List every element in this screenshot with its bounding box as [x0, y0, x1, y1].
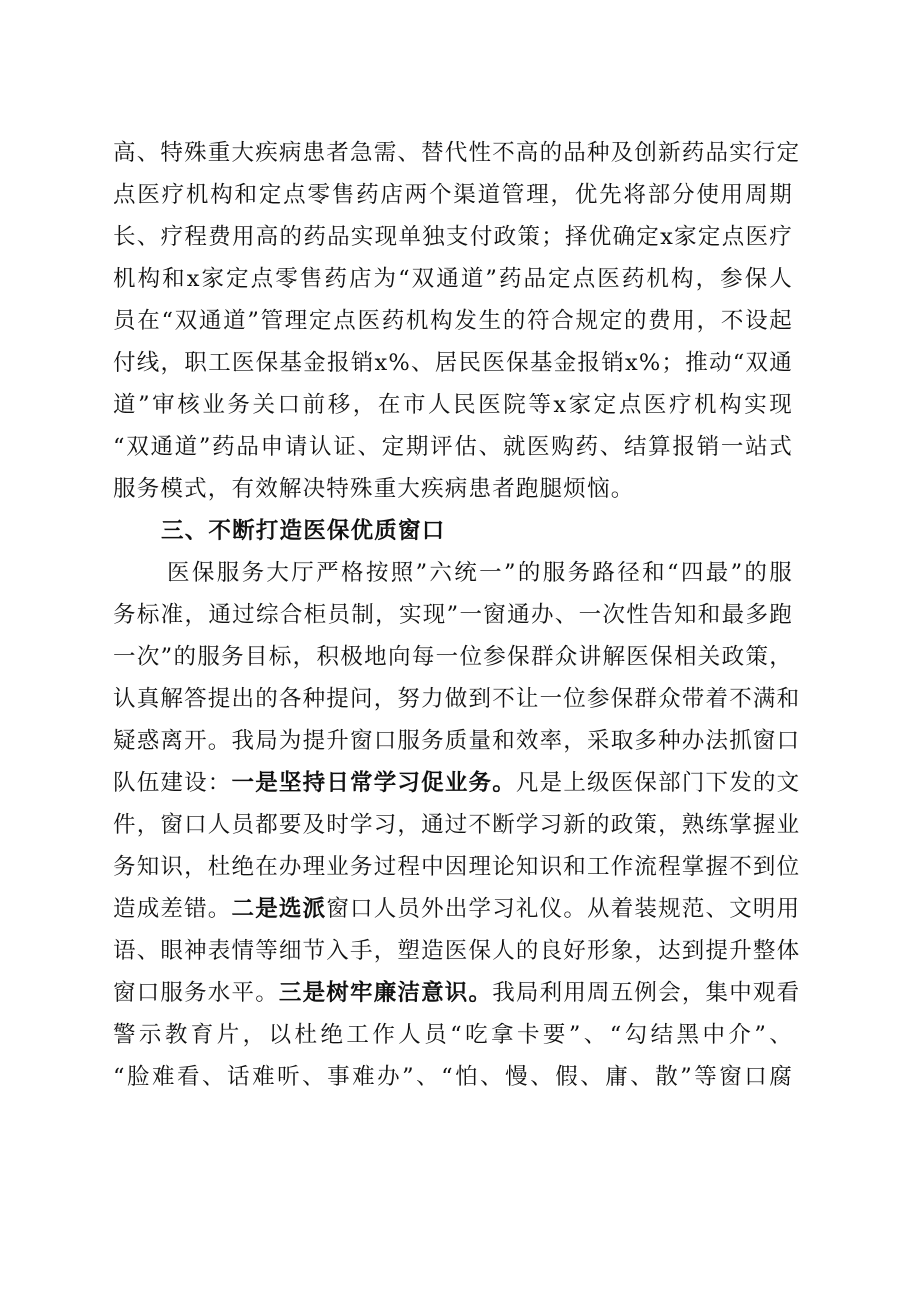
- paragraph-2-line-4: 认真解答提出的各种提问，努力做到不让一位参保群众带着不满和: [113, 686, 801, 712]
- paragraph-2-line-9: [113, 888, 801, 930]
- paragraph-2-line-13: “脸难看、话难听、事难办”、“怕、慢、假、庸、散”等窗口腐: [113, 1064, 793, 1090]
- text-run: 造成差错。: [113, 896, 232, 922]
- paragraph-1-line-8: “双通道”药品申请认证、定期评估、就医购药、结算报销一站式: [113, 434, 793, 460]
- paragraph-2-line-3: 一次”的服务目标，积极地向每一位参保群众讲解医保相关政策，: [113, 644, 793, 670]
- paragraph-2-line-1: 医保服务大厅严格按照”六统一”的服务路径和“四最”的服: [167, 560, 793, 586]
- paragraph-1-line-4: 机构和x家定点零售药店为“双通道”药品定点医药机构，参保人: [113, 266, 793, 292]
- text-run: 我局利用周五例会，集中观看: [492, 980, 801, 1006]
- paragraph-1-line-3: 长、疗程费用高的药品实现单独支付政策；择优确定x家定点医疗: [113, 224, 793, 250]
- paragraph-1-line-9: 服务模式，有效解决特殊重大疾病患者跑腿烦恼。: [113, 476, 635, 502]
- paragraph-2-line-5: 疑惑离开。我局为提升窗口服务质量和效率，采取多种办法抓窗口: [113, 728, 801, 754]
- paragraph-1-line-5: 员在“双通道”管理定点医药机构发生的符合规定的费用，不设起: [113, 308, 793, 334]
- paragraph-2-line-12: 警示教育片，以杜绝工作人员“吃拿卡要”、“勾结黑中介”、: [113, 1022, 793, 1048]
- bold-point-2: 二是选派: [231, 896, 327, 922]
- bold-point-1: 一是坚持日常学习促业务。: [231, 770, 516, 796]
- paragraph-2-line-8: 务知识，杜绝在办理业务过程中因理论知识和工作流程掌握不到位: [113, 854, 801, 880]
- section-heading-3: 三、不断打造医保优质窗口: [161, 518, 446, 544]
- document-body: [113, 132, 801, 1098]
- paragraph-1-line-2: 点医疗机构和定点零售药店两个渠道管理，优先将部分使用周期: [113, 182, 793, 208]
- paragraph-2-line-10: 语、眼神表情等细节入手，塑造医保人的良好形象，达到提升整体: [113, 938, 801, 964]
- paragraph-1-line-7: 道”审核业务关口前移，在市人民医院等x家定点医疗机构实现: [113, 392, 793, 418]
- text-run: 凡是上级医保部门下发的文: [515, 770, 801, 796]
- paragraph-1-line-1: 高、特殊重大疾病患者急需、替代性不高的品种及创新药品实行定: [113, 140, 801, 166]
- paragraph-2-line-7: 件，窗口人员都要及时学习，通过不断学习新的政策，熟练掌握业: [113, 812, 801, 838]
- text-run: 窗口服务水平。: [113, 980, 279, 1006]
- text-run: 窗口人员外出学习礼仪。从着装规范、文明用: [326, 896, 801, 922]
- paragraph-2-line-6: [113, 762, 801, 804]
- bold-point-3: 三是树牢廉洁意识。: [278, 980, 493, 1006]
- paragraph-1-line-6: 付线，职工医保基金报销x%、居民医保基金报销x%；推动“双通: [113, 350, 793, 376]
- text-run: 队伍建设：: [113, 770, 232, 796]
- paragraph-2-line-11: [113, 972, 801, 1014]
- paragraph-2-line-2: 务标准，通过综合柜员制，实现”一窗通办、一次性告知和最多跑: [113, 602, 793, 628]
